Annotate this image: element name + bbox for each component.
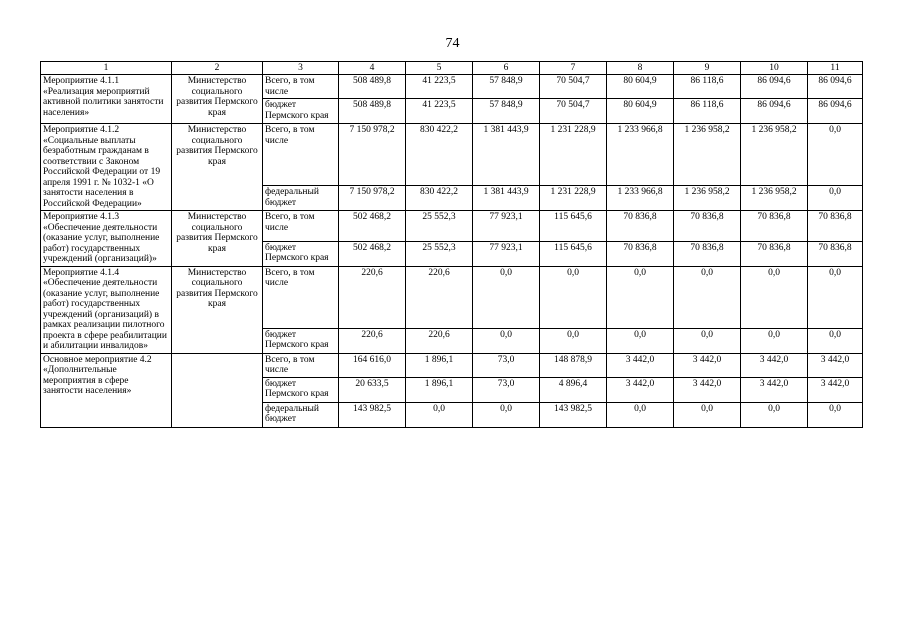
funding-source: Всего, в том числе: [263, 266, 339, 328]
amount-cell: 220,6: [406, 328, 473, 353]
amount-cell: 41 223,5: [406, 75, 473, 99]
column-header-5: 5: [406, 62, 473, 75]
amount-cell: 3 442,0: [741, 353, 808, 377]
amount-cell: 70 504,7: [540, 99, 607, 124]
funding-source: Всего, в том числе: [263, 211, 339, 242]
amount-cell: 0,0: [741, 402, 808, 427]
amount-cell: 25 552,3: [406, 241, 473, 266]
funding-source: Всего, в том числе: [263, 124, 339, 186]
amount-cell: 3 442,0: [607, 377, 674, 402]
amount-cell: 1 381 443,9: [473, 186, 540, 211]
funding-source: бюджет Пермского края: [263, 99, 339, 124]
amount-cell: 70 836,8: [607, 241, 674, 266]
amount-cell: 3 442,0: [674, 377, 741, 402]
amount-cell: 73,0: [473, 353, 540, 377]
amount-cell: 3 442,0: [808, 377, 863, 402]
amount-cell: 0,0: [674, 328, 741, 353]
amount-cell: 0,0: [674, 266, 741, 328]
column-header-7: 7: [540, 62, 607, 75]
amount-cell: 0,0: [808, 186, 863, 211]
amount-cell: 7 150 978,2: [339, 124, 406, 186]
table-body: [41, 75, 863, 428]
funding-source: бюджет Пермского края: [263, 377, 339, 402]
amount-cell: 0,0: [808, 124, 863, 186]
amount-cell: 115 645,6: [540, 241, 607, 266]
amount-cell: 70 836,8: [808, 211, 863, 242]
amount-cell: 1 236 958,2: [674, 124, 741, 186]
column-header-2: 2: [172, 62, 263, 75]
amount-cell: 86 094,6: [741, 75, 808, 99]
amount-cell: 1 233 966,8: [607, 186, 674, 211]
table-row: [41, 266, 863, 328]
executor: Министерство социального развития Пермского края: [172, 211, 263, 267]
amount-cell: 3 442,0: [741, 377, 808, 402]
amount-cell: 220,6: [339, 266, 406, 328]
column-header-8: 8: [607, 62, 674, 75]
amount-cell: 86 118,6: [674, 99, 741, 124]
amount-cell: 0,0: [607, 328, 674, 353]
amount-cell: 502 468,2: [339, 211, 406, 242]
column-header-10: 10: [741, 62, 808, 75]
amount-cell: 77 923,1: [473, 211, 540, 242]
amount-cell: 70 836,8: [808, 241, 863, 266]
amount-cell: 164 616,0: [339, 353, 406, 377]
amount-cell: 3 442,0: [808, 353, 863, 377]
column-header-1: 1: [41, 62, 172, 75]
amount-cell: 7 150 978,2: [339, 186, 406, 211]
amount-cell: 80 604,9: [607, 75, 674, 99]
amount-cell: 3 442,0: [607, 353, 674, 377]
table-row: [41, 211, 863, 242]
executor: [172, 353, 263, 427]
amount-cell: 0,0: [540, 328, 607, 353]
amount-cell: 502 468,2: [339, 241, 406, 266]
amount-cell: 1 236 958,2: [674, 186, 741, 211]
amount-cell: 70 836,8: [674, 241, 741, 266]
funding-source: бюджет Пермского края: [263, 241, 339, 266]
amount-cell: 0,0: [607, 266, 674, 328]
column-header-11: 11: [808, 62, 863, 75]
amount-cell: 70 836,8: [607, 211, 674, 242]
amount-cell: 86 118,6: [674, 75, 741, 99]
amount-cell: 508 489,8: [339, 75, 406, 99]
amount-cell: 0,0: [808, 328, 863, 353]
amount-cell: 0,0: [607, 402, 674, 427]
amount-cell: 0,0: [741, 328, 808, 353]
amount-cell: 70 836,8: [674, 211, 741, 242]
funding-source: Всего, в том числе: [263, 75, 339, 99]
amount-cell: 220,6: [339, 328, 406, 353]
amount-cell: 4 896,4: [540, 377, 607, 402]
funding-source: федеральный бюджет: [263, 402, 339, 427]
amount-cell: 0,0: [473, 328, 540, 353]
table-row: [41, 75, 863, 99]
budget-table: [40, 61, 863, 428]
executor: Министерство социального развития Пермского края: [172, 75, 263, 124]
amount-cell: 0,0: [540, 266, 607, 328]
activity-name: Основное мероприятие 4.2 «Дополнительные мероприятия в сфере занятости населения»: [41, 353, 172, 427]
amount-cell: 830 422,2: [406, 124, 473, 186]
amount-cell: 70 836,8: [741, 211, 808, 242]
amount-cell: 73,0: [473, 377, 540, 402]
amount-cell: 0,0: [674, 402, 741, 427]
header-row: [41, 62, 863, 75]
amount-cell: 508 489,8: [339, 99, 406, 124]
amount-cell: 86 094,6: [808, 75, 863, 99]
column-header-9: 9: [674, 62, 741, 75]
column-header-6: 6: [473, 62, 540, 75]
amount-cell: 1 236 958,2: [741, 124, 808, 186]
amount-cell: 70 504,7: [540, 75, 607, 99]
funding-source: Всего, в том числе: [263, 353, 339, 377]
executor: Министерство социального развития Пермского края: [172, 266, 263, 353]
amount-cell: 1 231 228,9: [540, 186, 607, 211]
amount-cell: 1 231 228,9: [540, 124, 607, 186]
amount-cell: 0,0: [741, 266, 808, 328]
activity-name: Мероприятие 4.1.2 «Социальные выплаты безработным гражданам в соответствии с Законом Российской Федерации от 19 апреля 1991 г. № 1032-1 «О занятости населения в Российской Федерации»: [41, 124, 172, 211]
amount-cell: 115 645,6: [540, 211, 607, 242]
amount-cell: 143 982,5: [339, 402, 406, 427]
amount-cell: 0,0: [406, 402, 473, 427]
amount-cell: 80 604,9: [607, 99, 674, 124]
amount-cell: 0,0: [808, 266, 863, 328]
amount-cell: 25 552,3: [406, 211, 473, 242]
amount-cell: 148 878,9: [540, 353, 607, 377]
amount-cell: 86 094,6: [741, 99, 808, 124]
amount-cell: 1 233 966,8: [607, 124, 674, 186]
amount-cell: 77 923,1: [473, 241, 540, 266]
amount-cell: 0,0: [808, 402, 863, 427]
executor: Министерство социального развития Пермского края: [172, 124, 263, 211]
amount-cell: 0,0: [473, 266, 540, 328]
amount-cell: 143 982,5: [540, 402, 607, 427]
amount-cell: 3 442,0: [674, 353, 741, 377]
amount-cell: 1 236 958,2: [741, 186, 808, 211]
column-header-3: 3: [263, 62, 339, 75]
table-row: [41, 353, 863, 377]
amount-cell: 70 836,8: [741, 241, 808, 266]
amount-cell: 41 223,5: [406, 99, 473, 124]
amount-cell: 20 633,5: [339, 377, 406, 402]
amount-cell: 220,6: [406, 266, 473, 328]
amount-cell: 57 848,9: [473, 99, 540, 124]
column-header-4: 4: [339, 62, 406, 75]
amount-cell: 0,0: [473, 402, 540, 427]
funding-source: бюджет Пермского края: [263, 328, 339, 353]
amount-cell: 830 422,2: [406, 186, 473, 211]
funding-source: федеральный бюджет: [263, 186, 339, 211]
table-row: [41, 124, 863, 186]
amount-cell: 1 381 443,9: [473, 124, 540, 186]
amount-cell: 1 896,1: [406, 377, 473, 402]
amount-cell: 57 848,9: [473, 75, 540, 99]
amount-cell: 1 896,1: [406, 353, 473, 377]
amount-cell: 86 094,6: [808, 99, 863, 124]
activity-name: Мероприятие 4.1.3 «Обеспечение деятельности (оказание услуг, выполнение работ) государственных учреждений (организаций)»: [41, 211, 172, 267]
activity-name: Мероприятие 4.1.1 «Реализация мероприятий активной политики занятости населения»: [41, 75, 172, 124]
page-number: 74: [445, 36, 460, 51]
activity-name: Мероприятие 4.1.4 «Обеспечение деятельности (оказание услуг, выполнение работ) государственных учреждений (организаций) в рамках реализации пилотного проекта в сфере реабилитации и абилитации инвалидов»: [41, 266, 172, 353]
